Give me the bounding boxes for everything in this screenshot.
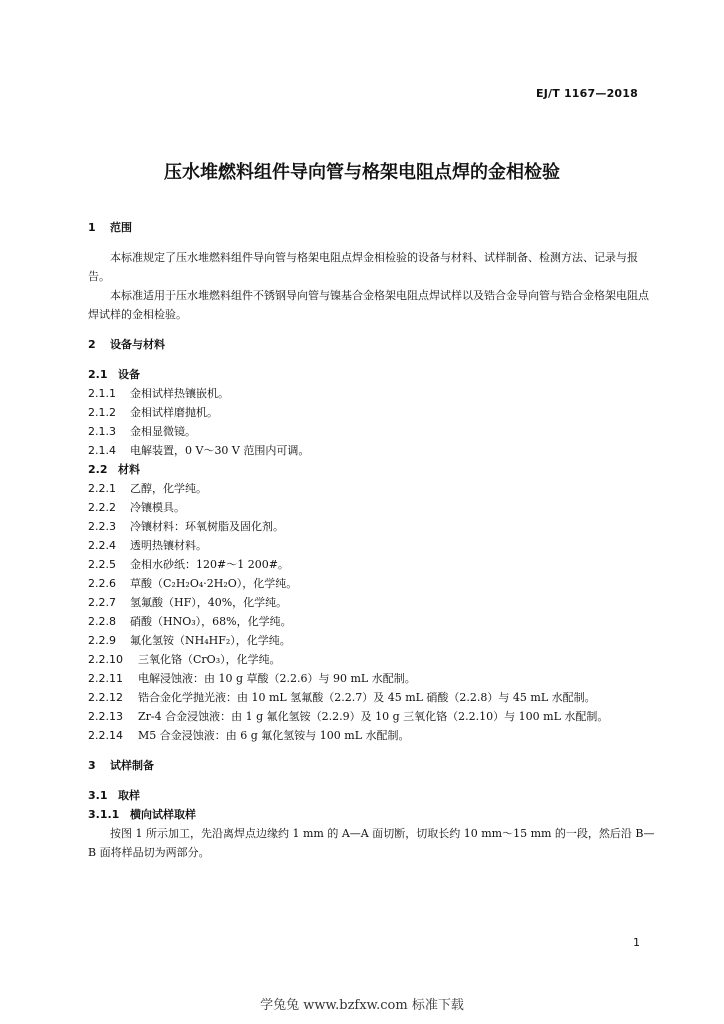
item-text: M5 合金浸蚀液：由 6 g 氟化氢铵与 100 mL 水配制。 [138,729,410,742]
list-item [88,536,658,555]
list-item [88,403,658,422]
list-item [88,631,658,650]
item-text: 乙醇，化学纯。 [130,482,207,495]
section-number: 3 [88,759,96,772]
item-text: 金相试样磨抛机。 [130,406,218,419]
watermark-footer: 学兔兔 www.bzfxw.com 标准下载 [260,998,464,1013]
item-number: 2.2.14 [88,729,123,742]
item-number: 2.1.1 [88,387,116,400]
section-heading-1 [88,218,658,237]
section-number: 2.1 [88,368,108,381]
sampling-paragraph: 按图 1 所示加工，先沿离焊点边缘约 1 mm 的 A—A 面切断，切取长约 10 mm～15 mm 的一段，然后沿 B—B 面将样品切为两部分。 [88,827,655,859]
item-number: 2.1.3 [88,425,116,438]
document-body [88,218,658,862]
section-title: 范围 [110,221,132,234]
item-number: 2.2.1 [88,482,116,495]
scope-paragraph-2: 本标准适用于压水堆燃料组件不锈钢导向管与镍基合金格架电阻点焊试样以及锆合金导向管与锆合金格架电阻点焊试样的金相检验。 [88,289,649,321]
item-number: 2.2.13 [88,710,123,723]
item-number: 2.1.4 [88,444,116,457]
subsection-heading-2-1 [88,365,658,384]
item-text: 透明热镶材料。 [130,539,207,552]
item-text: 氢氟酸（HF），40%，化学纯。 [130,596,288,609]
item-number: 2.2.5 [88,558,116,571]
item-number: 2.2.2 [88,501,116,514]
section-title: 材料 [118,463,140,476]
page-number: 1 [633,936,640,949]
item-text: 电解浸蚀液：由 10 g 草酸（2.2.6）与 90 mL 水配制。 [138,672,416,685]
section-heading-3 [88,756,658,775]
section-number: 2 [88,338,96,351]
section-title: 设备与材料 [110,338,165,351]
list-item [88,441,658,460]
item-text: 金相显微镜。 [130,425,196,438]
item-number: 2.2.12 [88,691,123,704]
section-number: 1 [88,221,96,234]
item-number: 2.2.4 [88,539,116,552]
list-item [88,555,658,574]
list-item [88,688,658,707]
item-number: 2.2.10 [88,653,123,666]
item-number: 2.2.11 [88,672,123,685]
list-item [88,384,658,403]
list-item [88,498,658,517]
section-title: 设备 [118,368,140,381]
subsection-heading-2-2 [88,460,658,479]
document-title: 压水堆燃料组件导向管与格架电阻点焊的金相检验 [164,162,560,183]
list-item [88,612,658,631]
list-item [88,479,658,498]
list-item [88,574,658,593]
item-text: 冷镶模具。 [130,501,185,514]
subsection-heading-3-1-1 [88,805,658,824]
item-text: Zr-4 合金浸蚀液：由 1 g 氟化氢铵（2.2.9）及 10 g 三氧化铬（2.2.10）与 100 mL 水配制。 [138,710,609,723]
scope-paragraph-1: 本标准规定了压水堆燃料组件导向管与格架电阻点焊金相检验的设备与材料、试样制备、检测方法、记录与报告。 [88,251,638,283]
item-text: 草酸（C₂H₂O₄·2H₂O），化学纯。 [130,577,298,590]
item-number: 2.2.8 [88,615,116,628]
item-text: 硝酸（HNO₃），68%，化学纯。 [130,615,292,628]
item-number: 2.2.9 [88,634,116,647]
item-text: 锆合金化学抛光液：由 10 mL 氢氟酸（2.2.7）及 45 mL 硝酸（2.2.8）与 45 mL 水配制。 [138,691,596,704]
section-title: 取样 [118,789,140,802]
list-item [88,707,658,726]
section-title: 试样制备 [110,759,154,772]
list-item [88,517,658,536]
item-text: 冷镶材料：环氧树脂及固化剂。 [130,520,284,533]
item-text: 金相试样热镶嵌机。 [130,387,229,400]
list-item [88,593,658,612]
section-number: 3.1.1 [88,808,120,821]
item-text: 电解装置，0 V～30 V 范围内可调。 [130,444,310,457]
list-item [88,669,658,688]
list-item [88,726,658,745]
subsection-heading-3-1 [88,786,658,805]
item-number: 2.1.2 [88,406,116,419]
section-number: 2.2 [88,463,108,476]
list-item [88,650,658,669]
section-number: 3.1 [88,789,108,802]
item-text: 三氧化铬（CrO₃），化学纯。 [138,653,281,666]
document-code: EJ/T 1167—2018 [536,87,638,100]
list-item [88,422,658,441]
item-number: 2.2.6 [88,577,116,590]
section-title: 横向试样取样 [130,808,196,821]
item-text: 金相水砂纸：120#～1 200#。 [130,558,289,571]
item-text: 氟化氢铵（NH₄HF₂），化学纯。 [130,634,291,647]
item-number: 2.2.3 [88,520,116,533]
item-number: 2.2.7 [88,596,116,609]
section-heading-2 [88,335,658,354]
